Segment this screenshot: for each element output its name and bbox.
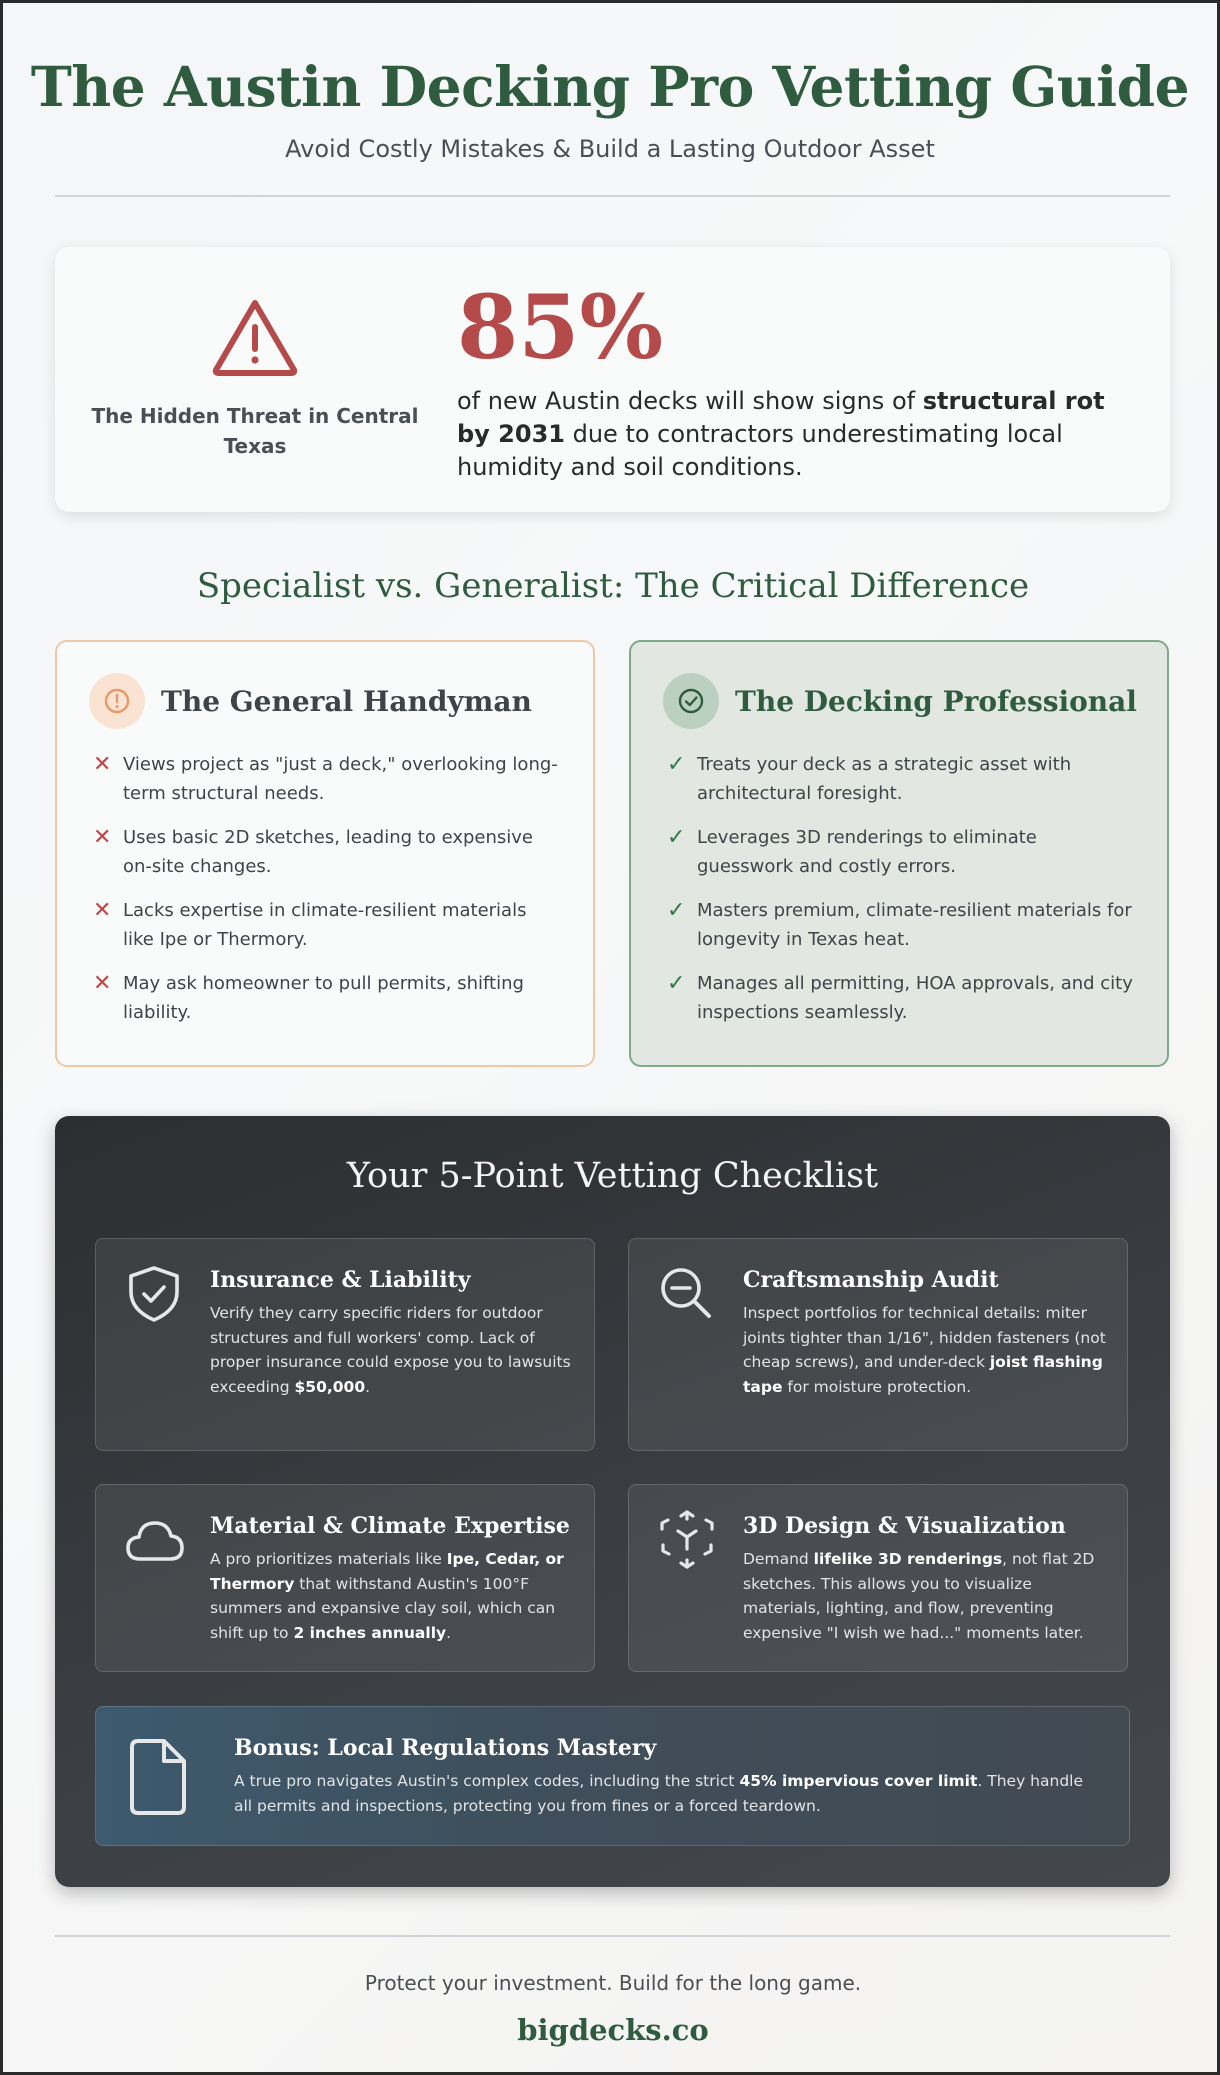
bonus-card [95, 1706, 1130, 1846]
insurance-text [210, 1301, 574, 1399]
craftsmanship-text [743, 1301, 1107, 1399]
list-item [663, 823, 1137, 881]
list-item [663, 896, 1137, 954]
insurance-text-2: . [365, 1377, 371, 1396]
stat-right [457, 277, 1137, 484]
threat-label: The Hidden Threat in Central Texas [91, 404, 419, 458]
stat-description [457, 385, 1137, 484]
list-item-text: Lacks expertise in climate-resilient materials like Ipe or Thermory. [123, 900, 527, 950]
bonus-title: Bonus: Local Regulations Mastery [234, 1735, 657, 1761]
material-text-3: . [446, 1623, 452, 1642]
stat-value: 85% [457, 275, 664, 379]
handyman-card [55, 640, 595, 1067]
list-item-text: Manages all permitting, HOA approvals, and city inspections seamlessly. [697, 973, 1133, 1023]
list-item-text: Masters premium, climate-resilient materials for longevity in Texas heat. [697, 900, 1132, 950]
stat-card [55, 247, 1170, 512]
check-icon: ✓ [667, 898, 686, 923]
page-title: The Austin Decking Pro Vetting Guide [30, 54, 1190, 119]
x-icon: ✕ [93, 825, 112, 850]
check-icon: ✓ [667, 971, 686, 996]
list-item [89, 896, 563, 954]
check-circle-icon [663, 673, 719, 729]
craft-text-2: for moisture protection. [782, 1377, 972, 1396]
design-card [628, 1484, 1128, 1672]
craft-text-1: Inspect portfolios for technical details: miter joints tighter than 1/16", hidden fasteners (not cheap screws), and under-deck [743, 1304, 1106, 1371]
list-item-text: Uses basic 2D sketches, leading to expensive on-site changes. [123, 827, 534, 877]
material-bold-1: Ipe, Cedar, or Thermory [210, 1550, 564, 1593]
list-item [89, 750, 563, 808]
list-item [663, 969, 1137, 1027]
cloud-icon [124, 1509, 186, 1575]
bonus-text [234, 1769, 1089, 1818]
warning-triangle-icon [85, 297, 425, 377]
shield-check-icon [124, 1263, 184, 1329]
x-icon: ✕ [93, 752, 112, 777]
material-text [210, 1547, 574, 1645]
list-item-text: Leverages 3D renderings to eliminate guesswork and costly errors. [697, 827, 1037, 877]
pro-list [663, 750, 1137, 1027]
design-text [743, 1547, 1107, 1645]
design-title: 3D Design & Visualization [743, 1513, 1066, 1539]
list-item-text: May ask homeowner to pull permits, shifting liability. [123, 973, 524, 1023]
insurance-text-1: Verify they carry specific riders for outdoor structures and full workers' comp. Lack of proper insurance could expose you to lawsuits exceeding [210, 1304, 571, 1396]
stat-text-bold: structural rot by 2031 [457, 387, 1105, 448]
insurance-title: Insurance & Liability [210, 1267, 471, 1293]
list-item [663, 750, 1137, 808]
x-icon: ✕ [93, 898, 112, 923]
pro-card [629, 640, 1169, 1067]
handyman-header [89, 672, 563, 730]
material-bold-2: 2 inches annually [293, 1623, 447, 1642]
alert-circle-icon [89, 673, 145, 729]
header [3, 3, 1217, 163]
bonus-text-2: . They handle all permits and inspections, protecting you from fines or a forced teardown. [234, 1772, 1083, 1815]
craftsmanship-card [628, 1238, 1128, 1451]
design-bold-1: lifelike 3D renderings [813, 1550, 1003, 1568]
check-icon: ✓ [667, 752, 686, 777]
craftsmanship-title: Craftsmanship Audit [743, 1267, 999, 1293]
material-text-2: that withstand Austin's 100°F summers and expansive clay soil, which can shift up to [210, 1574, 556, 1642]
page-subtitle: Avoid Costly Mistakes & Build a Lasting Outdoor Asset [285, 135, 935, 163]
x-icon: ✕ [93, 971, 112, 996]
3d-cube-icon [657, 1509, 717, 1575]
material-body [210, 1511, 574, 1645]
footer-brand: bigdecks.co [517, 2013, 709, 2047]
document-icon [128, 1737, 190, 1821]
list-item [89, 823, 563, 881]
list-item-text: Views project as "just a deck," overlooking long-term structural needs. [123, 754, 558, 804]
checklist-title: Your 5-Point Vetting Checklist [346, 1156, 879, 1196]
craftsmanship-body [743, 1265, 1107, 1399]
material-text-1: A pro prioritizes materials like [210, 1550, 447, 1568]
design-text-2: , not flat 2D sketches. This allows you to visualize materials, lighting, and flow, preventing expensive "I wish we had..." moments later. [743, 1550, 1095, 1642]
header-divider [55, 195, 1170, 197]
footer-tagline: Protect your investment. Build for the long game. [364, 1971, 862, 1995]
bonus-text-1: A true pro navigates Austin's complex codes, including the strict [234, 1772, 740, 1790]
check-icon: ✓ [667, 825, 686, 850]
comparison-title: Specialist vs. Generalist: The Critical Difference [196, 566, 1030, 606]
insurance-body [210, 1265, 574, 1399]
insurance-card [95, 1238, 595, 1451]
footer-divider [55, 1935, 1170, 1937]
list-item [89, 969, 563, 1027]
pro-header [663, 672, 1137, 730]
handyman-list [89, 750, 563, 1027]
stat-left [85, 297, 425, 461]
material-title: Material & Climate Expertise [210, 1513, 570, 1539]
design-body [743, 1511, 1107, 1645]
insurance-bold-1: $50,000 [294, 1377, 366, 1396]
material-card [95, 1484, 595, 1672]
magnifier-minus-icon [657, 1263, 717, 1329]
checklist-panel [55, 1116, 1170, 1887]
stat-text-before: of new Austin decks will show signs of [457, 387, 923, 415]
design-text-1: Demand [743, 1550, 814, 1568]
bonus-body [234, 1733, 1089, 1818]
list-item-text: Treats your deck as a strategic asset with architectural foresight. [697, 754, 1072, 804]
stat-text-after: due to contractors underestimating local humidity and soil conditions. [457, 420, 1063, 481]
craft-bold-1: joist flashing tape [743, 1353, 1103, 1396]
handyman-title: The General Handyman [161, 684, 532, 718]
bonus-bold-1: 45% impervious cover limit [739, 1772, 978, 1790]
pro-title: The Decking Professional [735, 684, 1137, 718]
